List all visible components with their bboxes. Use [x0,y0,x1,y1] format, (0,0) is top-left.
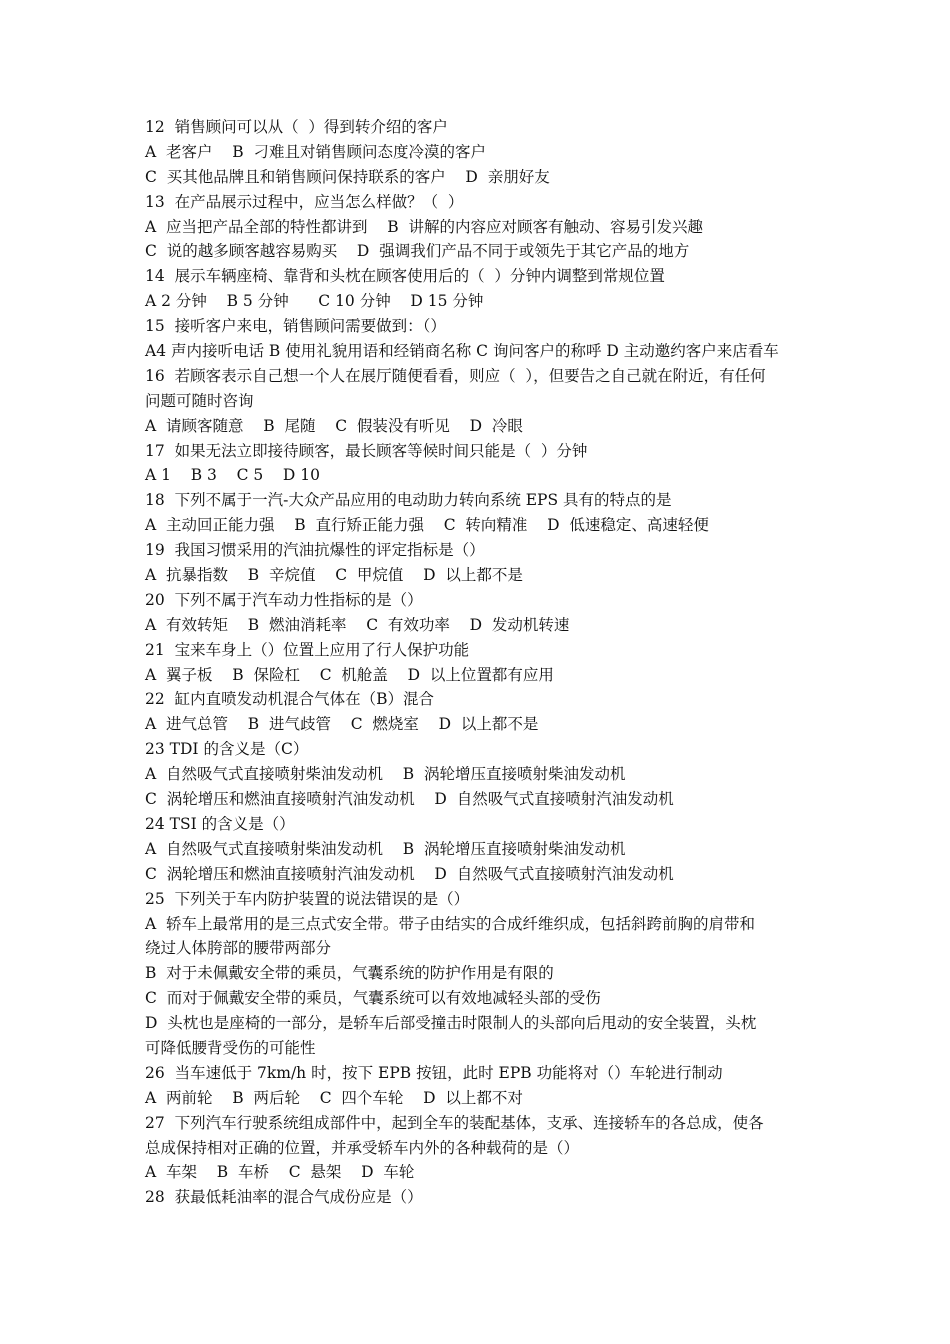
question-26-options: A 两前轮 B 两后轮 C 四个车轮 D 以上都不对 [145,1088,523,1107]
question-24-options-line-1: A 自然吸气式直接喷射柴油发动机 B 涡轮增压直接喷射柴油发动机 [145,839,626,858]
question-24-options-line-2: C 涡轮增压和燃油直接喷射汽油发动机 D 自然吸气式直接喷射汽油发动机 [145,864,674,883]
question-17-options: A 1 B 3 C 5 D 10 [145,466,321,485]
question-25-stem: 25 下列关于车内防护装置的说法错误的是（） [145,889,470,908]
question-25-option-d-line-1: D 头枕也是座椅的一部分，是轿车后部受撞击时限制人的头部向后甩动的安全装置，头枕 [145,1014,757,1033]
question-25-option-d-line-2: 可降低腰背受伤的可能性 [145,1038,316,1057]
question-21-options: A 翼子板 B 保险杠 C 机舱盖 D 以上位置都有应用 [145,665,554,684]
question-21-stem: 21 宝来车身上（）位置上应用了行人保护功能 [145,640,470,659]
question-20-options: A 有效转矩 B 燃油消耗率 C 有效功率 D 发动机转速 [145,615,570,634]
question-23-stem: 23 TDI 的含义是（C） [145,740,309,759]
question-13-options-line-1: A 应当把产品全部的特性都讲到 B 讲解的内容应对顾客有触动、容易引发兴趣 [145,217,704,236]
question-list [145,115,815,1210]
question-13-options-line-2: C 说的越多顾客越容易购买 D 强调我们产品不同于或领先于其它产品的地方 [145,242,690,261]
question-26-stem: 26 当车速低于 7km/h 时，按下 EPB 按钮，此时 EPB 功能将对（）车轮进行制动 [145,1063,723,1082]
question-12-options-line-1: A 老客户 B 刁难且对销售顾问态度冷漠的客户 [145,142,487,161]
question-16-options: A 请顾客随意 B 尾随 C 假装没有听见 D 冷眼 [145,416,523,435]
question-27-stem-line-1: 27 下列汽车行驶系统组成部件中，起到全车的装配基体，支承、连接轿车的各总成，使各 [145,1113,764,1132]
question-23-options-line-1: A 自然吸气式直接喷射柴油发动机 B 涡轮增压直接喷射柴油发动机 [145,765,626,784]
question-19-stem: 19 我国习惯采用的汽油抗爆性的评定指标是（） [145,541,485,560]
question-12-stem: 12 销售顾问可以从（ ）得到转介绍的客户 [145,118,448,136]
question-25-option-c: C 而对于佩戴安全带的乘员，气囊系统可以有效地减轻头部的受伤 [145,989,601,1008]
question-18-options: A 主动回正能力强 B 直行矫正能力强 C 转向精准 D 低速稳定、高速轻便 [145,516,709,535]
question-24-stem: 24 TSI 的含义是（） [145,814,295,833]
question-15-options: A4 声内接听电话 B 使用礼貌用语和经销商名称 C 询问客户的称呼 D 主动邀约客户来店看车 [145,342,779,361]
question-25-option-b: B 对于未佩戴安全带的乘员，气囊系统的防护作用是有限的 [145,964,554,983]
question-20-stem: 20 下列不属于汽车动力性指标的是（） [145,590,423,609]
question-14-options: A 2 分钟 B 5 分钟 C 10 分钟 D 15 分钟 [145,292,484,311]
question-16-stem-line-1: 16 若顾客表示自己想一个人在展厅随便看看，则应（ ），但要告之自己就在附近，有任何 [145,366,766,385]
question-14-stem: 14 展示车辆座椅、靠背和头枕在顾客使用后的（ ）分钟内调整到常规位置 [145,267,665,286]
question-28-stem: 28 获最低耗油率的混合气成份应是（） [145,1188,423,1207]
question-22-stem: 22 缸内直喷发动机混合气体在（B）混合 [145,690,434,709]
question-23-options-line-2: C 涡轮增压和燃油直接喷射汽油发动机 D 自然吸气式直接喷射汽油发动机 [145,790,674,809]
question-17-stem: 17 如果无法立即接待顾客，最长顾客等候时间只能是（ ）分钟 [145,441,588,460]
question-13-stem: 13 在产品展示过程中，应当怎么样做？（ ） [145,192,464,211]
question-25-option-a-line-2: 绕过人体胯部的腰带两部分 [145,939,332,958]
question-15-stem: 15 接听客户来电，销售顾问需要做到：（） [145,317,446,336]
question-18-stem: 18 下列不属于一汽-大众产品应用的电动助力转向系统 EPS 具有的特点的是 [145,491,672,510]
question-27-options: A 车架 B 车桥 C 悬架 D 车轮 [145,1163,415,1182]
question-27-stem-line-2: 总成保持相对正确的位置，并承受轿车内外的各种载荷的是（） [145,1138,580,1157]
question-16-stem-line-2: 问题可随时咨询 [145,391,254,410]
question-22-options: A 进气总管 B 进气歧管 C 燃烧室 D 以上都不是 [145,715,539,734]
question-25-option-a-line-1: A 轿车上最常用的是三点式安全带。带子由结实的合成纤维织成，包括斜跨前胸的肩带和 [145,914,756,933]
question-19-options: A 抗暴指数 B 辛烷值 C 甲烷值 D 以上都不是 [145,566,523,585]
question-12-options-line-2: C 买其他品牌且和销售顾问保持联系的客户 D 亲朋好友 [145,167,550,186]
